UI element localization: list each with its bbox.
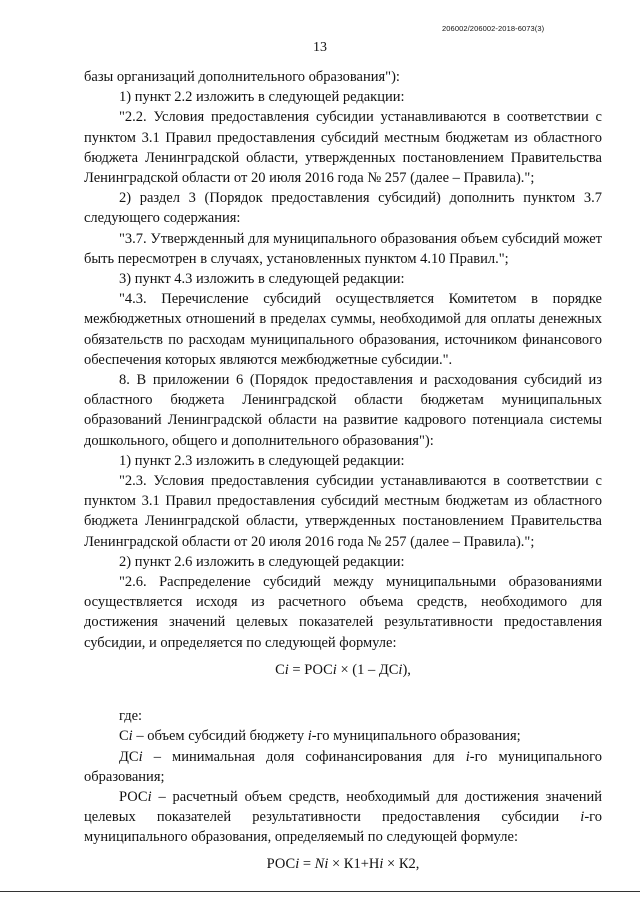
- document-id: 206002/206002-2018-6073(3): [442, 24, 545, 33]
- definition-rosi: РОСi – расчетный объем средств, необходимый для достижения значений целевых показателей результативности предоставления субсидии i-го муниципального образования, определяемый по следующей формуле:: [84, 788, 602, 846]
- bottom-divider: [0, 891, 640, 892]
- paragraph: 2) раздел 3 (Порядок предоставления субсидий) дополнить пунктом 3.7 следующего содержания:: [84, 190, 602, 227]
- page-number: 13: [313, 40, 327, 55]
- paragraph: 1) пункт 2.2 изложить в следующей редакции:: [119, 89, 405, 106]
- paragraph: 8. В приложении 6 (Порядок предоставления и расходования субсидий из областного бюджета Ленинградской области бюджетам муниципальных образований Ленинградской области на развитие кадрового потенциала системы дошкольного, общего и дополнительного образования"):: [84, 372, 602, 449]
- paragraph: 3) пункт 4.3 изложить в следующей редакции:: [119, 271, 405, 288]
- paragraph: базы организаций дополнительного образования"):: [84, 69, 400, 85]
- paragraph: "2.3. Условия предоставления субсидии устанавливаются в соответствии с пунктом 3.1 Правил предоставления субсидий местным бюджетам из областного бюджета Ленинградской области, утвержденных постановлением Правительства Ленинградской области от 20 июля 2016 года № 257 (далее – Правила).";: [84, 473, 602, 550]
- paragraph: 2) пункт 2.6 изложить в следующей редакции:: [119, 553, 405, 570]
- where-label: где:: [119, 708, 143, 725]
- formula-ros: РОСi = Ni × К1+Нi × К2,: [266, 855, 420, 872]
- paragraph: 1) пункт 2.3 изложить в следующей редакции:: [119, 452, 405, 469]
- document-body: [84, 67, 602, 874]
- paragraph: "3.7. Утвержденный для муниципального образования объем субсидий может быть пересмотрен в случаях, установленных пунктом 4.10 Правил.";: [84, 230, 602, 267]
- definition-ci: Сi – объем субсидий бюджету i-го муниципального образования;: [119, 728, 521, 745]
- formula-subsidy: Сi = РОСi × (1 – ДСi),: [275, 661, 411, 678]
- paragraph: "2.6. Распределение субсидий между муниципальными образованиями осуществляется исходя из расчетного объема средств, необходимого для достижения значений целевых показателей результативности предоставления субсидии, и определяется по следующей формуле:: [84, 574, 602, 651]
- paragraph: "4.3. Перечисление субсидий осуществляется Комитетом в порядке межбюджетных отношений в пределах суммы, необходимой для оплаты денежных обязательств по расходам муниципального образования, источником финансового обеспечения которых являются межбюджетные субсидии.".: [84, 291, 602, 368]
- definition-dsi: ДСi – минимальная доля софинансирования для i-го муниципального образования;: [84, 748, 602, 785]
- paragraph: "2.2. Условия предоставления субсидии устанавливаются в соответствии с пунктом 3.1 Правил предоставления субсидий местным бюджетам из областного бюджета Ленинградской области, утвержденных постановлением Правительства Ленинградской области от 20 июля 2016 года № 257 (далее – Правила).";: [84, 109, 602, 187]
